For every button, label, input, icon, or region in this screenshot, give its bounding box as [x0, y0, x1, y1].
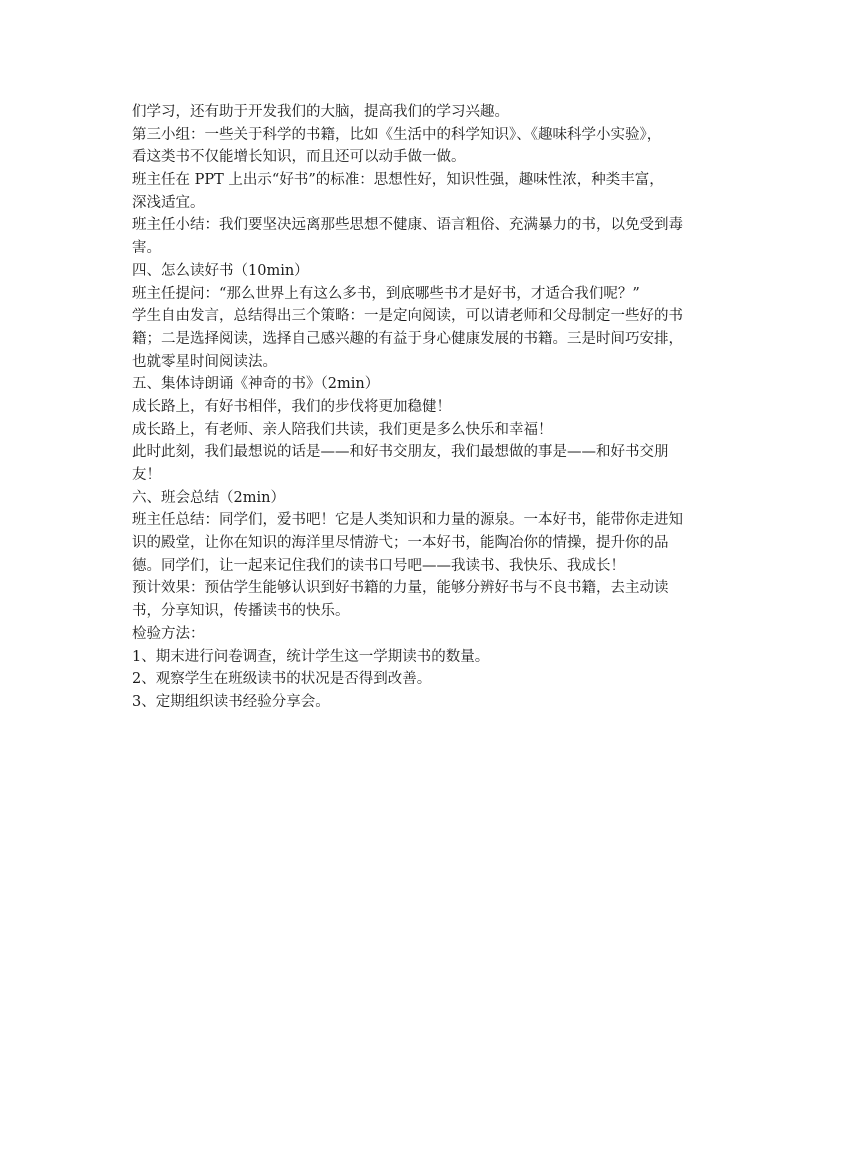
text-line: 学生自由发言，总结得出三个策略：一是定向阅读，可以请老师和父母制定一些好的书 — [132, 308, 683, 325]
text-line: 们学习，还有助于开发我们的大脑，提高我们的学习兴趣。 — [132, 104, 509, 120]
text-line: 也就零星时间阅读法。 — [132, 353, 277, 370]
text-line: 识的殿堂，让你在知识的海洋里尽情游弋；一本好书，能陶冶你的情操，提升你的品 — [132, 535, 669, 552]
document-page — [132, 101, 722, 714]
text-line: 成长路上，有好书相伴，我们的步伐将更加稳健！ — [132, 398, 451, 415]
text-line: 检验方法： — [132, 625, 205, 642]
text-line: 班主任提问：“那么世界上有这么多书，到底哪些书才是好书，才适合我们呢？” — [132, 285, 640, 302]
text-line: 班主任总结：同学们，爱书吧！它是人类知识和力量的源泉。一本好书，能带你走进知 — [132, 512, 683, 529]
section-heading: 六、班会总结（2min） — [132, 489, 285, 506]
text-line: 预计效果：预估学生能够认识到好书籍的力量，能够分辨好书与不良书籍，去主动读 — [132, 580, 669, 597]
text-line: 班主任在 PPT 上出示“好书”的标准：思想性好，知识性强，趣味性浓，种类丰富， — [132, 172, 664, 189]
section-heading: 四、怎么读好书（10min） — [132, 262, 309, 279]
text-line: 友！ — [132, 467, 161, 483]
text-line: 德。同学们，让一起来记住我们的读书口号吧——我读书、我快乐、我成长！ — [132, 557, 625, 574]
list-item: 2、观察学生在班级读书的状况是否得到改善。 — [132, 671, 432, 688]
list-item: 3、定期组织读书经验分享会。 — [132, 693, 330, 710]
text-line: 看这类书不仅能增长知识，而且还可以动手做一做。 — [132, 149, 466, 166]
text-line: 害。 — [132, 240, 161, 257]
section-heading: 五、集体诗朗诵《神奇的书》（2min） — [132, 376, 380, 393]
text-line: 第三小组：一些关于科学的书籍，比如《生活中的科学知识》、《趣味科学小实验》， — [132, 126, 662, 143]
text-line: 籍；二是选择阅读，选择自己感兴趣的有益于身心健康发展的书籍。三是时间巧安排， — [132, 330, 683, 347]
text-line: 深浅适宜。 — [132, 194, 205, 211]
text-line: 书，分享知识，传播读书的快乐。 — [132, 603, 350, 620]
list-item: 1、期末进行问卷调查，统计学生这一学期读书的数量。 — [132, 648, 490, 665]
text-line: 班主任小结：我们要坚决远离那些思想不健康、语言粗俗、充满暴力的书，以免受到毒 — [132, 217, 683, 234]
text-line: 成长路上，有老师、亲人陪我们共读，我们更是多么快乐和幸福！ — [132, 421, 553, 438]
text-line: 此时此刻，我们最想说的话是——和好书交朋友，我们最想做的事是——和好书交朋 — [132, 444, 669, 461]
